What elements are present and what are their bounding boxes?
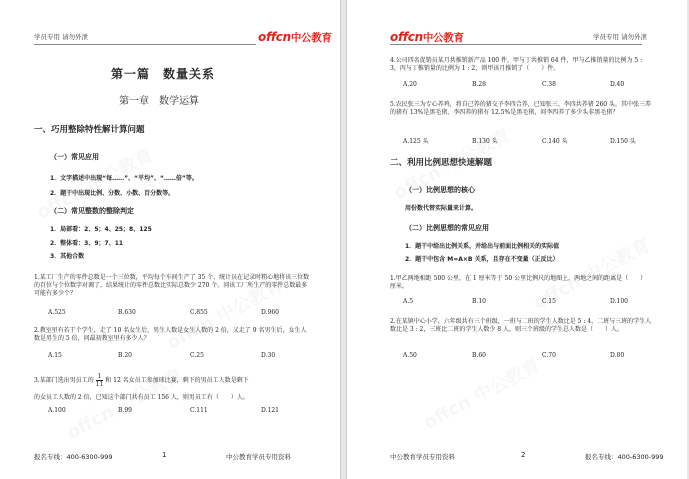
list-item: 2．整体看：3、9；7、11 (50, 240, 124, 247)
option: B.28 (472, 81, 486, 88)
option: D.150 头 (610, 138, 636, 145)
option: B.60 (472, 352, 486, 359)
list-item: 1．题干中给出比例关系，并给出与前面比例相关的实际值 (405, 243, 560, 250)
option: D.80 (610, 352, 625, 359)
page-number: 1 (162, 451, 167, 459)
fraction: $\frac{1}{11}$ (95, 373, 104, 388)
subsection-title: （二）常见整数的整除判定 (50, 207, 134, 215)
option: C.38 (542, 81, 556, 88)
header-rule (390, 44, 642, 45)
option: C.140 头 (542, 138, 568, 145)
header-student-note: 学员专用 请勿外泄 (34, 33, 89, 41)
option: A.50 (403, 352, 417, 359)
option: C.15 (542, 298, 556, 305)
option: B.99 (118, 407, 132, 414)
option: D.121 (261, 407, 279, 414)
header-rule (34, 44, 256, 45)
list-item: 2．题干中包含 M=A×B 关系，且存在不变量（正反比） (405, 256, 559, 263)
footer-internal: 中公教育学员专用资料 (390, 453, 455, 461)
question-6: 1.甲乙两地相距 500 公里，在 1 厘米等于 50 公里比例尺的地图上，两地之间的距离是（ ）厘米。 (390, 275, 647, 290)
question-3: 3.某部门选出男员工的 $\frac{1}{11}$ 和 12 名女员工参加球比赛，剩下的男员工人数是剩下 (34, 373, 249, 388)
option: A.5 (403, 298, 414, 305)
section-title: 二、利用比例思想快速解题 (390, 158, 493, 168)
option: A.125 头 (403, 138, 429, 145)
option: A.525 (48, 309, 66, 316)
chapter-title: 第一章 数学运算 (119, 96, 199, 107)
option: B.130 头 (472, 138, 498, 145)
watermark (418, 351, 544, 434)
list-item: 3．其他合数 (50, 253, 85, 260)
option: D.100 (610, 298, 628, 305)
list-item: 1．局部看：2、5；4、25；8、125 (50, 226, 152, 233)
page-number: 2 (521, 451, 526, 459)
option: D.40 (610, 81, 625, 88)
offcn-logo: offcn中公教育 (390, 30, 464, 44)
list-item: 1．文字描述中出现“每……”、“平均”、“……倍”等。 (50, 175, 198, 182)
footer-internal: 中公教育学员专用资料 (226, 453, 291, 461)
option: D.30 (261, 352, 276, 359)
question-5: 5.农民张三为专心养鸡，将自己养的猪交予李四合养，已知张三、李四共养猪 260 头，其中张三养的猪有 13%是黑毛猪，李四养的猪有 12.5%是黑毛猪，问李四养了多少头非黑毛猪？ (390, 101, 651, 116)
option: A.15 (48, 352, 62, 359)
option: A.100 (48, 407, 66, 414)
option: B.20 (118, 352, 132, 359)
option: C.70 (542, 352, 556, 359)
page-1 (0, 0, 341, 479)
option: C.111 (190, 407, 208, 414)
part-title: 第一篇 数量关系 (111, 67, 216, 81)
option: C.855 (190, 309, 208, 316)
question-1: 1.某工厂生产的零件总数是一个三位数，平均每个车间生产了 35 个，统计员在记录时粗心地将该三位数的百位与个位数字对调了，结果统计的零件总数比实际总数少 270 个。问该工厂所生产的零件总数最多可能有多少个？ (34, 274, 310, 297)
page-2 (346, 0, 687, 479)
subsection-title: （二）比例思想的常见应用 (405, 224, 489, 232)
subsection-title: （一）常见应用 (50, 153, 99, 161)
offcn-logo: offcn中公教育 (258, 30, 332, 44)
question-3-cont: 的女员工人数的 2 倍，已知这个部门共有员工 156 人，则男员工有（ ）人。 (34, 394, 249, 401)
footer-hotline: 报名专线：400-6300-999 (585, 453, 664, 461)
option: B.10 (472, 298, 486, 305)
question-2: 2.教室里有若干个学生，走了 10 名女生后，男生人数是女生人数的 2 倍，又走了 9 名男生后，女生人数是男生的 5 倍，问最初教室里有多少人？ (34, 327, 307, 342)
option: B.630 (118, 309, 136, 316)
body-text: 用份数代替实际量来计算。 (405, 205, 478, 212)
header-student-note: 学员专用 请勿外泄 (593, 33, 648, 41)
list-item: 2．题干中出现比例、分数、小数、百分数等。 (50, 190, 175, 197)
question-4: 4.公司四名促销员某月共推销新产品 100 件，甲与丁共推销 64 件，甲与乙推销量的比例为 5 : 3，丙与丁推销量的比例为 1 : 2，则甲该月推销了（ ）件。 (390, 57, 643, 72)
section-title: 一、巧用整除特性解计算问题 (34, 125, 145, 135)
option: D.960 (261, 309, 279, 316)
footer-hotline: 报名专线：400-6300-999 (34, 453, 113, 461)
question-7: 2.在某镇中心小学，六年级共有三个班级，一班与二班的学生人数比是 5 : 4，二班与三班的学生人数比是 3 : 2，三班比二班的学生人数少 8 人，则三个班级的学生总人数是（ ）人。 (390, 318, 652, 333)
option: A.20 (403, 81, 417, 88)
option: C.25 (190, 352, 204, 359)
subsection-title: （一）比例思想的核心 (405, 186, 475, 194)
